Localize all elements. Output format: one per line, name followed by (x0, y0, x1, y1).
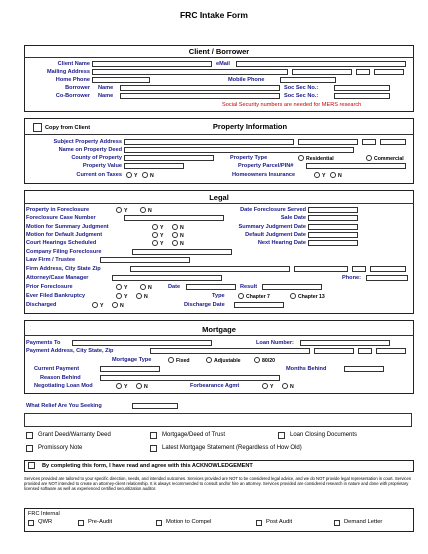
bankruptcy-n-label: N (144, 294, 148, 300)
relief-details-field[interactable] (24, 413, 412, 427)
attorney-label: Attorney/Case Manager (26, 275, 89, 281)
mortgage-divider (24, 335, 414, 336)
chapter13-radio[interactable] (290, 293, 296, 299)
chapter13-label: Chapter 13 (298, 294, 325, 300)
foreclosure-n-radio[interactable] (140, 207, 146, 213)
discharge-date-field[interactable] (234, 302, 284, 308)
mortgage-type-label: Mortgage Type (112, 357, 152, 363)
payment-address-field[interactable] (150, 348, 310, 354)
payments-to-label: Payments To (26, 340, 61, 346)
property-value-label: Property Value (82, 163, 122, 169)
motion-summary-label: Motion for Summary Judgment (26, 224, 109, 230)
reason-behind-label: Reason Behind (40, 375, 81, 381)
hearings-y-label: Y (160, 241, 164, 247)
chapter7-radio[interactable] (238, 293, 244, 299)
mortgage-deed-label: Mortgage/Deed of Trust (162, 432, 226, 438)
county-label: County of Property (71, 155, 122, 161)
negotiating-y-radio[interactable] (116, 383, 122, 389)
fine-print: Services provided are tailored to your specific direction, needs, and intended outcomes. Services provided are NOT to be considered legal advice, and we do NOT provide legal representation in court. Services provided are NOT intended to create an attorney-client relationship. It is always recommended to consult and/or hire an attorney. Services provided are considered research in nature and done with proprietary licensed software as well as experienced certified securitization auditor. (24, 476, 411, 491)
default-date-label: Default Judgment Date (245, 232, 306, 238)
fixed-radio[interactable] (168, 357, 174, 363)
property-divider (24, 134, 414, 135)
home-phone-field[interactable] (92, 77, 150, 83)
copy-from-client-checkbox[interactable] (33, 123, 42, 132)
borrower-name-label: Name (98, 85, 114, 91)
reason-behind-field[interactable] (100, 375, 280, 381)
qwr-checkbox[interactable] (28, 520, 34, 526)
home-phone-label: Home Phone (55, 77, 90, 83)
email-field[interactable] (236, 61, 406, 67)
negotiating-y-label: Y (124, 384, 128, 390)
co-borrower-label: Co-Borrower (55, 93, 90, 99)
mailing-address-label: Mailing Address (47, 69, 90, 75)
grant-deed-checkbox[interactable] (26, 432, 33, 439)
attorney-field[interactable] (112, 275, 222, 281)
summary-date-label: Summary Judgment Date (238, 224, 306, 230)
name-on-deed-label: Name on Property Deed (58, 147, 122, 153)
discharged-y-radio[interactable] (92, 302, 98, 308)
eighty-twenty-label: 80/20 (262, 358, 275, 364)
in-foreclosure-label: Property in Foreclosure (26, 207, 90, 213)
prior-y-label: Y (124, 285, 128, 291)
subject-city-field[interactable] (298, 139, 358, 145)
bankruptcy-y-label: Y (124, 294, 128, 300)
law-firm-field[interactable] (100, 257, 190, 263)
residential-label: Residential (306, 156, 334, 162)
borrower-ssn-label: Soc Sec No.: (284, 85, 319, 91)
firm-address-field[interactable] (130, 266, 290, 272)
mailing-state-field[interactable] (356, 69, 370, 75)
foreclosure-y-label: Y (124, 208, 128, 214)
prior-y-radio[interactable] (116, 284, 122, 290)
insurance-n-label: N (338, 173, 342, 179)
mailing-city-field[interactable] (292, 69, 352, 75)
payments-to-field[interactable] (72, 340, 212, 346)
loan-number-field[interactable] (300, 340, 390, 346)
fixed-label: Fixed (176, 358, 190, 364)
default-y-radio[interactable] (152, 232, 158, 238)
co-borrower-ssn-field[interactable] (334, 93, 390, 99)
next-hearing-field[interactable] (308, 240, 358, 246)
co-borrower-name-field[interactable] (120, 93, 280, 99)
promissory-note-label: Promissory Note (38, 445, 83, 451)
firm-city-field[interactable] (294, 266, 348, 272)
payment-state-field[interactable] (358, 348, 372, 354)
chapter7-label: Chapter 7 (246, 294, 270, 300)
insurance-n-radio[interactable] (330, 172, 336, 178)
prior-date-field[interactable] (186, 284, 236, 290)
borrower-ssn-field[interactable] (334, 85, 390, 91)
legal-divider (24, 203, 414, 204)
subject-address-label: Subject Property Address (53, 139, 122, 145)
subject-address-field[interactable] (124, 139, 294, 145)
demand-letter-checkbox[interactable] (334, 520, 340, 526)
legal-header: Legal (209, 193, 229, 202)
grant-deed-label: Grant Deed/Warranty Deed (38, 432, 111, 438)
current-payment-field[interactable] (100, 366, 160, 372)
relief-select[interactable] (132, 403, 178, 409)
taxes-y-label: Y (134, 173, 138, 179)
forbearance-n-label: N (290, 384, 294, 390)
current-payment-label: Current Payment (34, 366, 80, 372)
promissory-note-checkbox[interactable] (26, 445, 33, 452)
phone-field[interactable] (366, 275, 408, 281)
hearings-n-radio[interactable] (172, 240, 178, 246)
taxes-n-label: N (150, 173, 154, 179)
post-audit-checkbox[interactable] (256, 520, 262, 526)
post-audit-label: Post Audit (266, 519, 293, 525)
months-behind-label: Months Behind (286, 366, 327, 372)
summary-date-field[interactable] (308, 224, 358, 230)
result-label: Result (240, 284, 258, 290)
firm-zip-field[interactable] (370, 266, 406, 272)
summary-y-label: Y (160, 225, 164, 231)
bankruptcy-y-radio[interactable] (116, 293, 122, 299)
prior-n-label: N (148, 285, 152, 291)
forbearance-y-radio[interactable] (262, 383, 268, 389)
hearings-label: Court Hearings Scheduled (26, 240, 97, 246)
discharged-n-radio[interactable] (112, 302, 118, 308)
mobile-phone-field[interactable] (280, 77, 336, 83)
motion-default-label: Motion for Default Judgment (26, 232, 103, 238)
name-on-deed-field[interactable] (124, 147, 354, 153)
parcel-label: Property Parcel/PIN# (238, 163, 294, 169)
discharged-label: Discharged (26, 302, 57, 308)
property-type-label: Property Type (230, 155, 268, 161)
motion-to-compel-label: Motion to Compel (166, 519, 212, 525)
county-field[interactable] (124, 155, 214, 161)
commercial-radio[interactable] (366, 155, 372, 161)
borrower-name-field[interactable] (120, 85, 280, 91)
latest-statement-checkbox[interactable] (150, 445, 157, 452)
result-field[interactable] (262, 284, 322, 290)
client-divider (24, 57, 414, 58)
discharge-date-label: Discharge Date (184, 302, 225, 308)
parcel-field[interactable] (306, 163, 406, 169)
payment-address-label: Payment Address, City State, Zip (26, 348, 114, 354)
client-header: Client / Borrower (188, 47, 250, 56)
bankruptcy-n-radio[interactable] (136, 293, 142, 299)
adjustable-label: Adjustable (214, 358, 241, 364)
sale-date-field[interactable] (308, 215, 358, 221)
hearings-y-radio[interactable] (152, 240, 158, 246)
months-behind-field[interactable] (344, 366, 384, 372)
firm-state-field[interactable] (352, 266, 366, 272)
pre-audit-checkbox[interactable] (78, 520, 84, 526)
foreclosure-n-label: N (148, 208, 152, 214)
default-n-radio[interactable] (172, 232, 178, 238)
insurance-y-radio[interactable] (314, 172, 320, 178)
prior-date-label: Date (168, 284, 181, 290)
co-borrower-ssn-label: Soc Sec No.: (284, 93, 319, 99)
current-on-taxes-label: Current on Taxes (76, 172, 122, 178)
client-name-label: Client Name (57, 61, 90, 67)
form-title: FRC Intake Form (179, 10, 248, 20)
qwr-label: QWR (38, 519, 53, 525)
negotiating-label: Negotiating Loan Mod (34, 383, 93, 389)
client-name-field[interactable] (92, 61, 212, 67)
eighty-twenty-radio[interactable] (254, 357, 260, 363)
homeowners-insurance-label: Homeowners Insurance (232, 172, 296, 178)
sale-date-label: Sale Date (280, 215, 306, 221)
default-y-label: Y (160, 233, 164, 239)
discharged-y-label: Y (100, 303, 104, 309)
default-date-field[interactable] (308, 232, 358, 238)
residential-radio[interactable] (298, 155, 304, 161)
negotiating-n-label: N (144, 384, 148, 390)
pre-audit-label: Pre-Audit (88, 519, 113, 525)
mobile-phone-label: Mobile Phone (228, 77, 265, 83)
negotiating-n-radio[interactable] (136, 383, 142, 389)
type-label: Type (212, 293, 225, 299)
mortgage-deed-checkbox[interactable] (150, 432, 157, 439)
summary-y-radio[interactable] (152, 224, 158, 230)
foreclosure-y-radio[interactable] (116, 207, 122, 213)
summary-n-radio[interactable] (172, 224, 178, 230)
taxes-n-radio[interactable] (142, 172, 148, 178)
borrower-label: Borrower (65, 85, 90, 91)
company-filing-label: Company Filing Foreclosure (26, 249, 102, 255)
mailing-address-field[interactable] (92, 69, 288, 75)
commercial-label: Commercial (374, 156, 404, 162)
forbearance-y-label: Y (270, 384, 274, 390)
motion-to-compel-checkbox[interactable] (156, 520, 162, 526)
forbearance-label: Forbearance Agmt (190, 383, 240, 389)
loan-closing-label: Loan Closing Documents (290, 432, 358, 438)
internal-label: FRC Internal (28, 511, 60, 517)
adjustable-radio[interactable] (206, 357, 212, 363)
case-number-label: Foreclosure Case Number (26, 215, 96, 221)
co-borrower-name-label: Name (98, 93, 114, 99)
latest-statement-label: Latest Mortgage Statement (Regardless of How Old) (162, 445, 302, 451)
date-served-label: Date Foreclosure Served (240, 207, 306, 213)
hearings-n-label: N (180, 241, 184, 247)
property-header: Property Information (212, 122, 288, 131)
payment-city-field[interactable] (314, 348, 354, 354)
law-firm-label: Law Firm / Trustee (26, 257, 76, 263)
mortgage-header: Mortgage (202, 325, 236, 334)
property-value-field[interactable] (124, 163, 184, 169)
demand-letter-label: Demand Letter (344, 519, 383, 525)
summary-n-label: N (180, 225, 184, 231)
forbearance-n-radio[interactable] (282, 383, 288, 389)
prior-n-radio[interactable] (140, 284, 146, 290)
bankruptcy-label: Ever Filed Bankruptcy (26, 293, 86, 299)
phone-label: Phone: (342, 275, 361, 281)
agreement-checkbox[interactable] (28, 462, 35, 469)
ssn-note: Social Security numbers are needed for MERS research (222, 102, 362, 108)
loan-closing-checkbox[interactable] (278, 432, 285, 439)
mailing-zip-field[interactable] (374, 69, 404, 75)
subject-state-field[interactable] (362, 139, 376, 145)
insurance-y-label: Y (322, 173, 326, 179)
agreement-label: By completing this form, I have read and agree with this ACKNOWLEDGEMENT (42, 463, 253, 469)
firm-address-label: Firm Address, City State Zip (26, 266, 101, 272)
next-hearing-label: Next Hearing Date (257, 240, 306, 246)
email-label: eMail (216, 61, 230, 67)
loan-number-label: Loan Number: (256, 340, 294, 346)
taxes-y-radio[interactable] (126, 172, 132, 178)
default-n-label: N (180, 233, 184, 239)
prior-foreclosure-label: Prior Foreclosure (26, 284, 73, 290)
company-filing-field[interactable] (132, 249, 232, 255)
relief-label: What Relief Are You Seeking (26, 403, 102, 409)
subject-zip-field[interactable] (380, 139, 406, 145)
payment-zip-field[interactable] (376, 348, 406, 354)
copy-from-client-label: Copy from Client (45, 125, 91, 131)
discharged-n-label: N (120, 303, 124, 309)
date-served-field[interactable] (308, 207, 358, 213)
